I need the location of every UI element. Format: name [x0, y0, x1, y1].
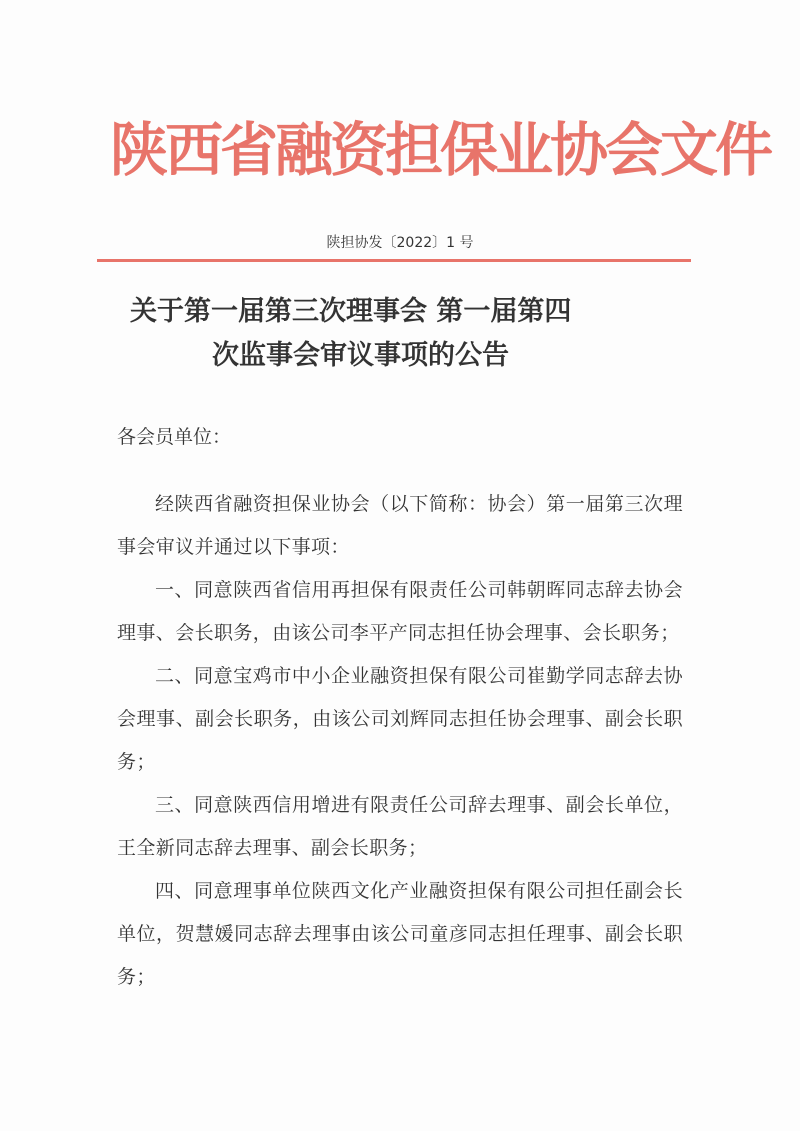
- document-number: 陕担协发〔2022〕1 号: [326, 235, 474, 251]
- salutation: 各会员单位：: [117, 426, 232, 448]
- paragraph-item-2: 二、同意宝鸡市中小企业融资担保有限公司崔勤学同志辞去协会理事、副会长职务，由该公司刘辉同志担任协会理事、副会长职务；: [117, 665, 683, 773]
- body-text: [117, 483, 683, 999]
- paragraph-item-1: 一、同意陕西省信用再担保有限责任公司韩朝晖同志辞去协会理事、会长职务，由该公司李平产同志担任协会理事、会长职务；: [117, 579, 683, 644]
- red-divider-line: [97, 259, 691, 262]
- masthead-title: 陕西省融资担保业协会文件: [110, 116, 771, 184]
- title-line-1: 关于第一届第三次理事会 第一届第四: [130, 296, 572, 327]
- paragraph-item-4: 四、同意理事单位陕西文化产业融资担保有限公司担任副会长单位，贺慧媛同志辞去理事由该公司童彦同志担任理事、副会长职务；: [117, 880, 683, 988]
- paragraph-item-3: 三、同意陕西信用增进有限责任公司辞去理事、副会长单位，王全新同志辞去理事、副会长职务；: [117, 794, 683, 859]
- paragraph-intro: 经陕西省融资担保业协会（以下简称：协会）第一届第三次理事会审议并通过以下事项：: [117, 493, 683, 558]
- title-line-2: 次监事会审议事项的公告: [212, 340, 509, 371]
- announcement-title: [130, 290, 690, 378]
